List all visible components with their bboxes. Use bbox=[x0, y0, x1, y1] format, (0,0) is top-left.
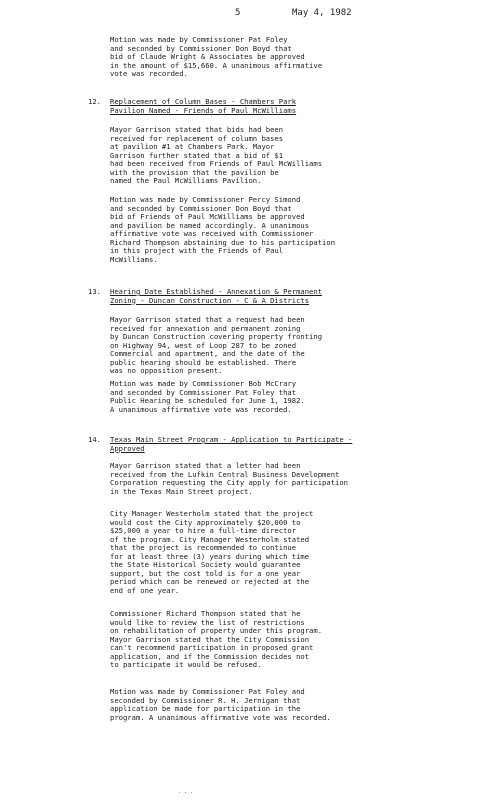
paragraph-commissioner-thompson bbox=[110, 610, 322, 670]
text-line: in the amount of $15,660. A unanimous affirmative bbox=[110, 60, 323, 70]
page-number: 5 bbox=[235, 8, 241, 18]
text-line: A unanimous affirmative vote was recorded. bbox=[110, 404, 292, 414]
text-line: of the program. City Manager Westerholm stated bbox=[110, 534, 310, 544]
text-line: on rehabilitation of property under this program. bbox=[110, 626, 323, 635]
text-line: Corporation requesting the City apply for participation bbox=[110, 478, 348, 487]
text-line: on Highway 94, west of Loop 287 to be zoned bbox=[110, 340, 297, 350]
text-line: with the provision that the pavilion be bbox=[110, 167, 279, 177]
text-line: McWilliams. bbox=[110, 254, 158, 264]
motion-paragraph-3 bbox=[110, 380, 305, 414]
text-line: Richard Thompson abstaining due to his participation bbox=[110, 237, 336, 247]
text-line: the State Historical Society would guarantee bbox=[110, 560, 301, 569]
text-line: period which can be renewed or rejected at the bbox=[110, 577, 310, 586]
text-line: would like to review the list of restrictions bbox=[110, 617, 305, 627]
paragraph-main-street-letter bbox=[110, 462, 348, 496]
text-line: and pavilion be named accordingly. A unanimous bbox=[110, 220, 310, 230]
item-heading-13 bbox=[110, 288, 322, 305]
text-line: Garrison further stated that a bid of $1 bbox=[110, 150, 284, 160]
heading-line: Pavilion Named - Friends of Paul McWilliams bbox=[110, 105, 297, 115]
item-number-13: 13. bbox=[88, 287, 101, 296]
text-line: Mayor Garrison stated that a request had been bbox=[110, 315, 305, 324]
text-line: and seconded by Commissioner Don Boyd that bbox=[110, 203, 292, 213]
text-line: and seconded by Commissioner Pat Foley that bbox=[110, 387, 297, 397]
text-line: Commissioner Richard Thompson stated that he bbox=[110, 609, 301, 618]
item-heading-14 bbox=[110, 436, 352, 453]
text-line: Motion was made by Commissioner Percy Simond bbox=[110, 195, 301, 204]
text-line: Mayor Garrison stated that a letter had been bbox=[110, 461, 301, 470]
paragraph-annexation bbox=[110, 316, 322, 376]
text-line: to participate it would be refused. bbox=[110, 660, 262, 669]
heading-line: Zoning - Duncan Construction - C & A Districts bbox=[110, 295, 310, 305]
text-line: in this project with the Friends of Paul bbox=[110, 246, 284, 255]
text-line: Mayor Garrison stated that the City Commission bbox=[110, 634, 310, 644]
item-number-12: 12. bbox=[88, 97, 101, 106]
text-line: by Duncan Construction covering property fronting bbox=[110, 332, 323, 341]
text-line: program. A unanimous affirmative vote was recorded. bbox=[110, 712, 331, 722]
text-line: in the Texas Main Street project. bbox=[110, 486, 253, 496]
motion-paragraph-1 bbox=[110, 36, 322, 79]
text-line: City Manager Westerholm stated that the project bbox=[110, 509, 314, 518]
text-line: received from the Lufkin Central Business Development bbox=[110, 469, 340, 479]
text-line: end of one year. bbox=[110, 585, 180, 595]
text-line: vote was recorded. bbox=[110, 69, 188, 78]
text-line: Mayor Garrison stated that bids had been bbox=[110, 125, 284, 134]
text-line: public hearing should be established. There bbox=[110, 357, 297, 367]
text-line: at pavilion #1 at Chambers Park. Mayor bbox=[110, 142, 275, 151]
text-line: application be made for participation in the bbox=[110, 704, 301, 713]
motion-paragraph-4 bbox=[110, 688, 331, 722]
text-line: affirmative vote was received with Commissioner bbox=[110, 229, 314, 238]
text-line: Motion was made by Commissioner Pat Foley bbox=[110, 35, 288, 44]
text-line: bid of Friends of Paul McWilliams be approved bbox=[110, 212, 305, 221]
text-line: bid of Claude Wright & Associates be approved bbox=[110, 52, 305, 61]
text-line: that the project is recommended to continue bbox=[110, 543, 297, 552]
text-line: Motion was made by Commissioner Bob McCrary bbox=[110, 379, 297, 388]
text-line: and seconded by Commissioner Don Boyd that bbox=[110, 43, 292, 53]
heading-line: Hearing Date Established - Annexation & Permanent bbox=[110, 287, 323, 296]
item-heading-12 bbox=[110, 98, 296, 115]
text-line: was no opposition present. bbox=[110, 366, 223, 375]
text-line: for at least three (3) years during which time bbox=[110, 551, 310, 561]
text-line: would cost the City approximately $20,000 to bbox=[110, 517, 301, 527]
text-line: received for annexation and permanent zoning bbox=[110, 323, 301, 333]
text-line: Motion was made by Commissioner Pat Foley and bbox=[110, 687, 305, 696]
item-number-14: 14. bbox=[88, 435, 101, 444]
text-line: support, but the cost told is for a one year bbox=[110, 568, 301, 578]
heading-line: Texas Main Street Program - Application to Participate - bbox=[110, 435, 353, 444]
footer-marks: . . . bbox=[178, 789, 194, 795]
text-line: named the Paul McWilliams Pavilion. bbox=[110, 176, 262, 185]
text-line: seconded by Commissioner R. H. Jernigan that bbox=[110, 695, 301, 705]
paragraph-column-bases bbox=[110, 126, 322, 186]
motion-paragraph-2 bbox=[110, 196, 335, 264]
heading-line: Approved bbox=[110, 443, 145, 453]
text-line: Public Hearing be scheduled for June 1, 1982. bbox=[110, 396, 305, 405]
paragraph-city-manager bbox=[110, 510, 313, 595]
text-line: received for replacement of column bases bbox=[110, 133, 284, 143]
heading-line: Replacement of Column Bases - Chambers Park bbox=[110, 97, 297, 106]
text-line: Commercial and apartment, and the date of the bbox=[110, 349, 305, 358]
page-date: May 4, 1982 bbox=[292, 8, 352, 18]
text-line: application, and if the Commission decides not bbox=[110, 651, 310, 661]
text-line: had been received from Friends of Paul McWilliams bbox=[110, 159, 323, 168]
text-line: $25,000 a year to hire a full-time director bbox=[110, 526, 297, 535]
text-line: can't recommend participation in proposed grant bbox=[110, 643, 314, 652]
